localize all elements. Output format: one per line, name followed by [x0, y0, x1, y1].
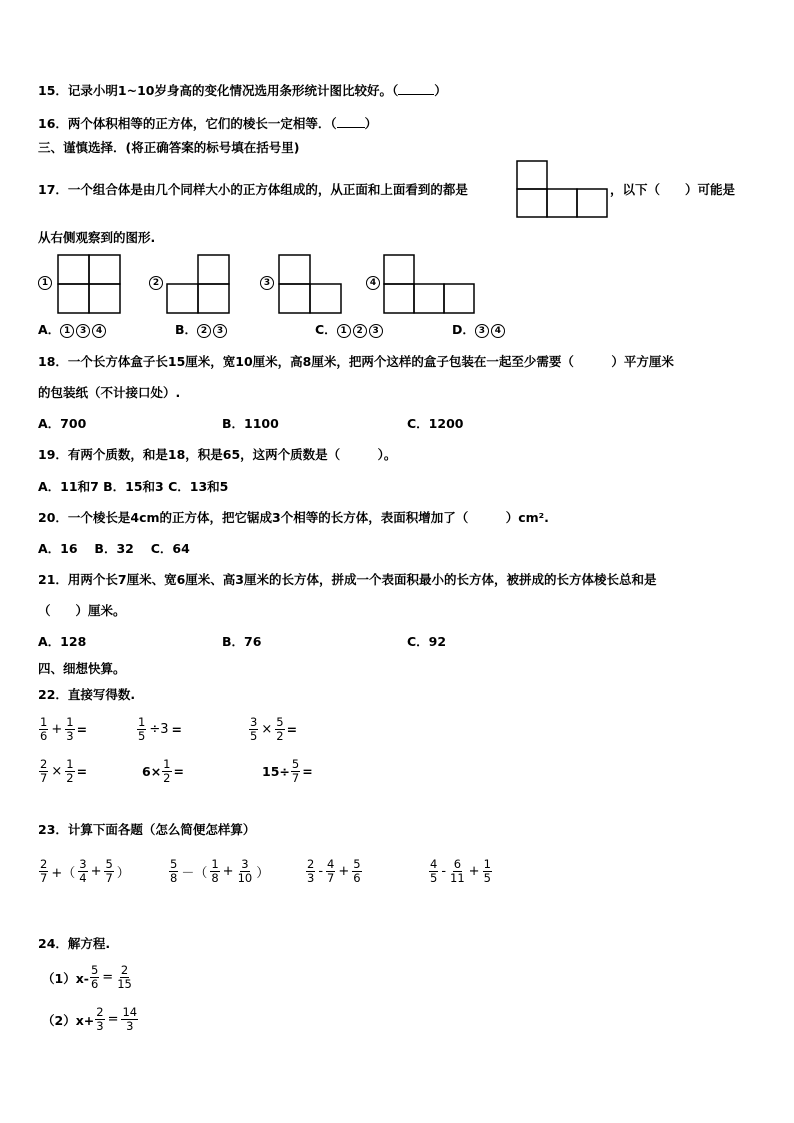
q20-options[interactable]: A．16 B．32 C．64: [38, 541, 190, 556]
question-23: 23．计算下面各题（怎么简便怎样算）: [38, 822, 256, 837]
question-17-line1-end: ，以下（ ）可能是: [610, 182, 736, 197]
figure-2-label: 2: [149, 276, 163, 290]
section-3-heading: 三、谨慎选择．(将正确答案的标号填在括号里): [38, 140, 300, 155]
q22-item-3: $\frac{3}{5}$ × $\frac{5}{2}$ =: [250, 715, 298, 743]
question-21-line2: （ ）厘米。: [38, 603, 126, 618]
q22-item-4: $\frac{2}{7}$ × $\frac{1}{2}$ =: [40, 757, 88, 785]
q23-expr-3: 2 3 - 4 7 + $\frac{5}{6}$: [307, 857, 361, 885]
q22-item-2: $\frac{1}{5}$ ÷3 =: [138, 715, 182, 743]
figure-3: [278, 254, 342, 314]
figure-2: [166, 254, 230, 314]
figure-4: [383, 254, 477, 314]
q22-item-1: 1 6 + $\frac{1}{3}$ =: [40, 715, 88, 743]
q21-option-b[interactable]: B．76: [222, 634, 262, 649]
q18-option-a[interactable]: A．700: [38, 416, 87, 431]
question-17-line2: 从右侧观察到的图形.: [38, 230, 156, 245]
answer-blank[interactable]: [398, 82, 434, 95]
q24-equation-2: （2）x+ $\frac{2}{3}$ = $\frac{14}{3}$: [42, 1005, 138, 1033]
q23-expr-1: 2 7 +（ 3 4 + $\frac{5}{7}$ ）: [40, 857, 130, 885]
q24-equation-1: （1）x- $\frac{5}{6}$ = $\frac{2}{15}$: [42, 963, 132, 991]
question-24: 24．解方程.: [38, 936, 111, 951]
q23-expr-4: 4 5 - 6 11 + $\frac{1}{5}$: [430, 857, 491, 885]
question-21-line1: 21．用两个长7厘米、宽6厘米、高3厘米的长方体，拼成一个表面积最小的长方体，被拼成的长方体棱长总和是: [38, 572, 657, 587]
q21-option-c[interactable]: C．92: [407, 634, 447, 649]
figure-4-label: 4: [366, 276, 380, 290]
question-18-line2: 的包装纸（不计接口处）.: [38, 385, 181, 400]
question-16: 16．两个体积相等的正方体，它们的棱长一定相等．（ ）: [38, 116, 378, 131]
q17-option-a[interactable]: A． 1 3 4: [38, 322, 108, 338]
q22-item-5: 6× $\frac{1}{2}$ =: [142, 757, 184, 785]
question-22: 22．直接写得数.: [38, 687, 136, 702]
q23-expr-2: 5 8 －（ 1 8 + $\frac{3}{10}$ ）: [170, 857, 270, 885]
q19-options[interactable]: A．11和7 B．15和3 C．13和5: [38, 479, 229, 494]
q18-option-c[interactable]: C．1200: [407, 416, 464, 431]
q17-option-c[interactable]: C． 1 2 3: [315, 322, 385, 338]
question-19: 19．有两个质数，和是18，积是65，这两个质数是（ ）。: [38, 447, 397, 462]
figure-1-label: 1: [38, 276, 52, 290]
q17-option-b[interactable]: B． 2 3: [175, 322, 229, 338]
q22-item-6: 15÷ $\frac{5}{7}$ =: [262, 757, 313, 785]
question-15: 15．记录小明1~10岁身高的变化情况选用条形统计图比较好。（ ）: [38, 83, 447, 98]
figure-1: [57, 254, 121, 314]
question-17-line1: 17．一个组合体是由几个同样大小的正方体组成的，从正面和上面看到的都是: [38, 182, 468, 197]
q17-option-d[interactable]: D． 3 4: [452, 322, 507, 338]
q21-option-a[interactable]: A．128: [38, 634, 87, 649]
question-18-line1: 18．一个长方体盒子长15厘米，宽10厘米，高8厘米，把两个这样的盒子包装在一起至少需要（ ）平方厘米: [38, 354, 674, 369]
section-4-heading: 四、细想快算。: [38, 661, 126, 676]
answer-blank[interactable]: [337, 115, 365, 128]
question-20: 20．一个棱长是4cm的正方体，把它锯成3个相等的长方体，表面积增加了（ ）cm².: [38, 510, 549, 525]
front-top-view-figure: [516, 160, 610, 220]
figure-3-label: 3: [260, 276, 274, 290]
q18-option-b[interactable]: B．1100: [222, 416, 279, 431]
